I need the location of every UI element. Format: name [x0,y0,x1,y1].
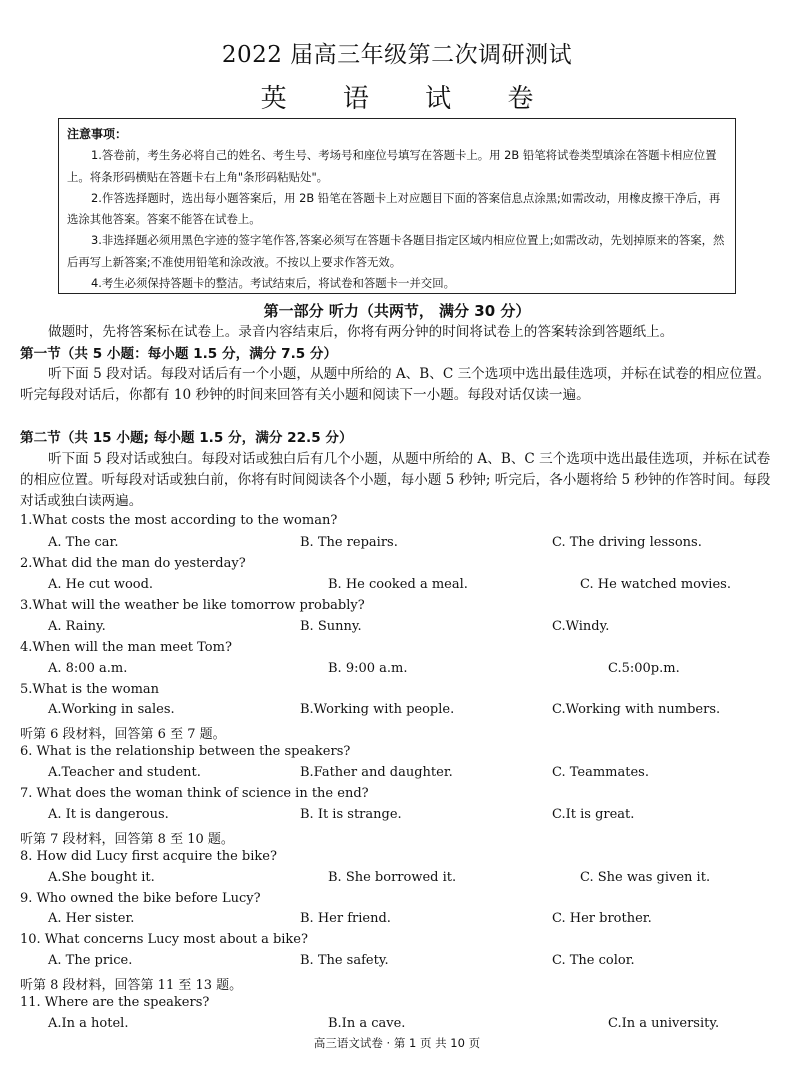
question-8: 8. How did Lucy first acquire the bike? [20,849,277,864]
part1-title: 第一部分 听力（共两节， 满分 30 分） [263,302,531,320]
material-note-6: 听第 6 段材料，回答第 6 至 7 题。 [20,727,226,742]
q1-option-a: A. The car. [48,535,119,550]
q2-option-a: A. He cut wood. [48,577,154,592]
question-1: 1.What costs the most according to the woman? [20,513,338,528]
q5-option-a: A.Working in sales. [48,702,175,717]
notice-item-2: 2.作答选择题时，选出每小题答案后，用 2B 铅笔在答题卡上对应题目下面的答案信息点涂黑;如需改动，用橡皮擦干净后，再选涂其他答案。答案不能答在试卷上。 [67,190,721,227]
notice-item-3: 3.非选择题必须用黑色字迹的签字笔作答,答案必须写在答题卡各题目指定区域内相应位置上;如需改动，先划掉原来的答案，然后再写上新答案;不准使用铅笔和涂改液。不按以上要求作答无效。 [67,233,725,269]
q3-option-c: C.Windy. [552,619,610,634]
material-note-8: 听第 8 段材料，回答第 11 至 13 题。 [20,978,243,993]
q10-option-c: C. The color. [552,953,635,968]
q7-option-a: A. It is dangerous. [48,807,169,822]
notice-heading: 注意事项： [67,127,128,141]
q11-option-b: B.In a cave. [328,1016,406,1031]
q1-option-c: C. The driving lessons. [552,535,702,550]
q2-option-c: C. He watched movies. [580,577,731,592]
q5-option-c: C.Working with numbers. [552,702,721,717]
q4-option-b: B. 9:00 a.m. [328,661,408,676]
q8-option-c: C. She was given it. [580,870,711,885]
q7-option-c: C.It is great. [552,807,635,822]
exam-title: 2022 届高三年级第二次调研测试 [221,42,573,68]
q7-option-b: B. It is strange. [300,807,402,822]
q6-option-a: A.Teacher and student. [48,765,201,780]
q4-option-c: C.5:00p.m. [608,661,680,676]
page-footer: 高三语文试卷 · 第 1 页 共 10 页 [313,1036,481,1050]
section1-heading: 第一节（共 5 小题：每小题 1.5 分，满分 7.5 分） [20,346,338,362]
question-5: 5.What is the woman [20,682,160,697]
question-6: 6. What is the relationship between the speakers? [20,744,351,759]
question-11: 11. Where are the speakers? [20,995,210,1010]
question-9: 9. Who owned the bike before Lucy? [20,891,261,906]
q5-option-b: B.Working with people. [300,702,455,717]
q3-option-a: A. Rainy. [48,619,106,634]
notice-box [58,118,736,294]
q3-option-b: B. Sunny. [300,619,362,634]
q11-option-c: C.In a university. [608,1016,720,1031]
question-10: 10. What concerns Lucy most about a bike? [20,932,308,947]
question-2: 2.What did the man do yesterday? [20,556,246,571]
q6-option-c: C. Teammates. [552,765,649,780]
q9-option-b: B. Her friend. [300,911,391,926]
exam-subtitle: 英 语 试 卷 [260,84,558,114]
q2-option-b: B. He cooked a meal. [328,577,468,592]
q9-option-a: A. Her sister. [48,911,135,926]
question-3: 3.What will the weather be like tomorrow probably? [20,598,365,613]
section1-instructions: 听下面 5 段对话。每段对话后有一个小题，从题中所给的 A、B、C 三个选项中选出最佳选项，并标在试卷的相应位置。听完每段对话后，你都有 10 秒钟的时间来回答有关小题和阅读下一小题。每段对话仅读一遍。 [20,366,771,403]
notice-item-1: 1.答卷前，考生务必将自己的姓名、考生号、考场号和座位号填写在答题卡上。用 2B 铅笔将试卷类型填涂在答题卡相应位置上。将条形码横贴在答题卡右上角"条形码粘贴处"。 [67,148,717,184]
q1-option-b: B. The repairs. [300,535,398,550]
question-4: 4.When will the man meet Tom? [20,640,232,655]
q6-option-b: B.Father and daughter. [300,765,453,780]
q11-option-a: A.In a hotel. [48,1016,129,1031]
q9-option-c: C. Her brother. [552,911,652,926]
material-note-7: 听第 7 段材料，回答第 8 至 10 题。 [20,832,234,847]
q8-option-b: B. She borrowed it. [328,870,457,885]
part1-intro: 做题时，先将答案标在试卷上。录音内容结束后，你将有两分钟的时间将试卷上的答案转涂到答题纸上。 [48,324,674,340]
q8-option-a: A.She bought it. [48,870,155,885]
q10-option-b: B. The safety. [300,953,389,968]
q10-option-a: A. The price. [48,953,133,968]
question-7: 7. What does the woman think of science in the end? [20,786,369,801]
section2-heading: 第二节（共 15 小题; 每小题 1.5 分，满分 22.5 分） [20,430,353,446]
q4-option-a: A. 8:00 a.m. [48,661,128,676]
notice-item-4: 4.考生必须保持答题卡的整洁。考试结束后，将试卷和答题卡一并交回。 [91,276,455,291]
section2-instructions: 听下面 5 段对话或独白。每段对话或独白后有几个小题，从题中所给的 A、B、C 三个选项中选出最佳选项，并标在试卷的相应位置。听每段对话或独白前，你将有时间阅读各个小题，每小题 5 秒钟; 听完后，各小题将给 5 秒钟的作答时间。每段对话或独白读两遍。 [20,451,771,509]
